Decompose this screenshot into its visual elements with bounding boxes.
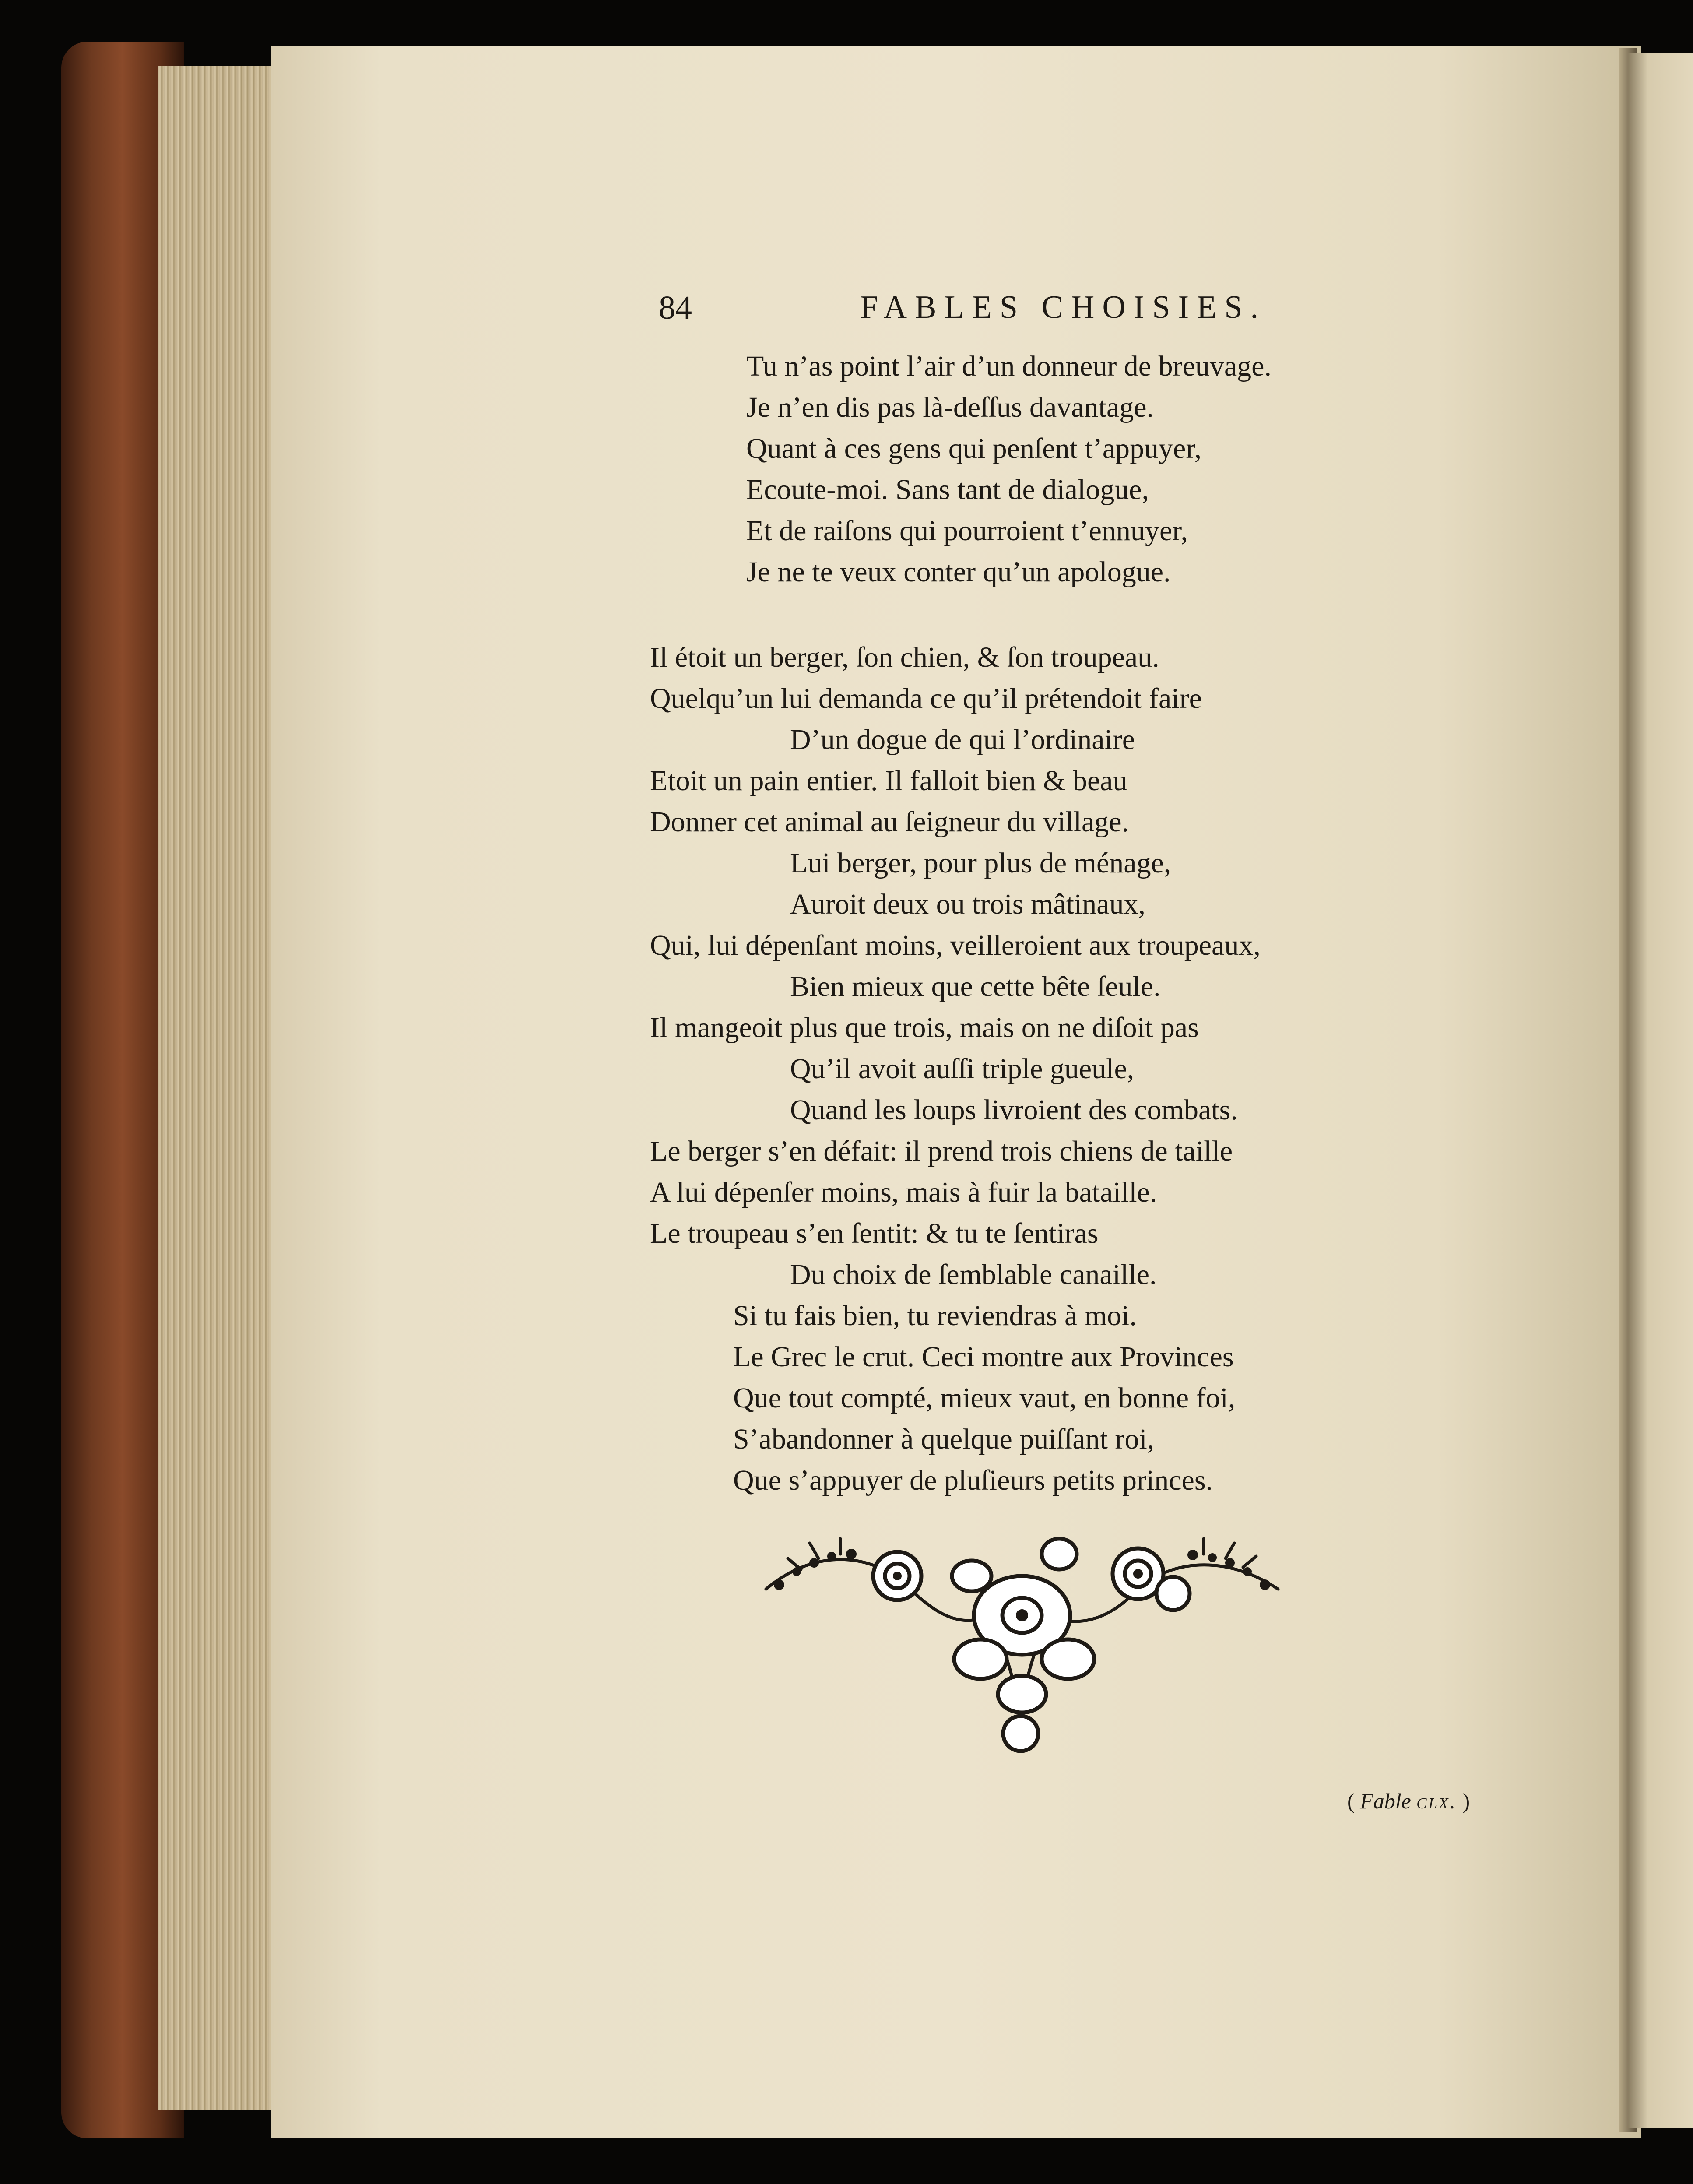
footer-open-paren: (	[1347, 1789, 1355, 1813]
fable-word: Fable	[1360, 1789, 1411, 1813]
verse-line: Je ne te veux conter qu’un apologue.	[746, 556, 1171, 588]
verse-line: Il mangeoit plus que trois, mais on ne diſoit pas	[650, 1012, 1199, 1044]
verse-line: Ecoute-moi. Sans tant de dialogue,	[746, 474, 1149, 506]
verse-line: Quant à ces gens qui penſent t’appuyer,	[746, 433, 1202, 464]
verse-line: Quelqu’un lui demanda ce qu’il prétendoit faire	[650, 682, 1202, 714]
verse-line: Donner cet animal au ſeigneur du village.	[650, 806, 1129, 838]
verse-line: Quand les loups livroient des combats.	[790, 1094, 1238, 1126]
page-number: 84	[659, 289, 692, 326]
page-edges	[158, 66, 280, 2110]
verse-line: Le berger s’en défait: il prend trois chiens de taille	[650, 1135, 1233, 1167]
verse-line: Que s’appuyer de pluſieurs petits princes.	[733, 1464, 1213, 1496]
facing-page	[1628, 53, 1693, 2128]
verse-line: A lui dépenſer moins, mais à fuir la bataille.	[650, 1176, 1157, 1208]
verse-line: Du choix de ſemblable canaille.	[790, 1259, 1157, 1291]
verse-line: Et de raiſons qui pourroient t’ennuyer,	[746, 515, 1188, 547]
verse-line: Le troupeau s’en ſentit: & tu te ſentiras	[650, 1217, 1099, 1249]
footer-close-paren: )	[1462, 1789, 1470, 1813]
verse-line: Il étoit un berger, ſon chien, & ſon troupeau.	[650, 641, 1159, 673]
floral-vignette-icon	[753, 1528, 1291, 1764]
verse-line: S’abandonner à quelque puiſſant roi,	[733, 1423, 1155, 1455]
running-title: FABLES CHOISIES.	[860, 289, 1267, 325]
verse-line: Tu n’as point l’air d’un donneur de breuvage.	[746, 350, 1272, 382]
verse-line: D’un dogue de qui l’ordinaire	[790, 724, 1135, 756]
verse-line: Si tu fais bien, tu reviendras à moi.	[733, 1300, 1137, 1332]
fable-number: clx.	[1416, 1789, 1457, 1813]
verse-line: Je n’en dis pas là-deſſus davantage.	[746, 391, 1154, 423]
verse-line: Etoit un pain entier. Il falloit bien & beau	[650, 765, 1127, 797]
verse-line: Qu’il avoit auſſi triple gueule,	[790, 1053, 1135, 1085]
verse-line: Bien mieux que cette bête ſeule.	[790, 971, 1161, 1002]
verse-line: Que tout compté, mieux vaut, en bonne foi,	[733, 1382, 1236, 1414]
verse-line: Auroit deux ou trois mâtinaux,	[790, 888, 1146, 920]
verse-line: Lui berger, pour plus de ménage,	[790, 847, 1171, 879]
verse-line: Qui, lui dépenſant moins, veilleroient aux troupeaux,	[650, 929, 1261, 961]
verse-line: Le Grec le crut. Ceci montre aux Provinces	[733, 1341, 1234, 1373]
fable-reference	[1347, 1788, 1470, 1814]
